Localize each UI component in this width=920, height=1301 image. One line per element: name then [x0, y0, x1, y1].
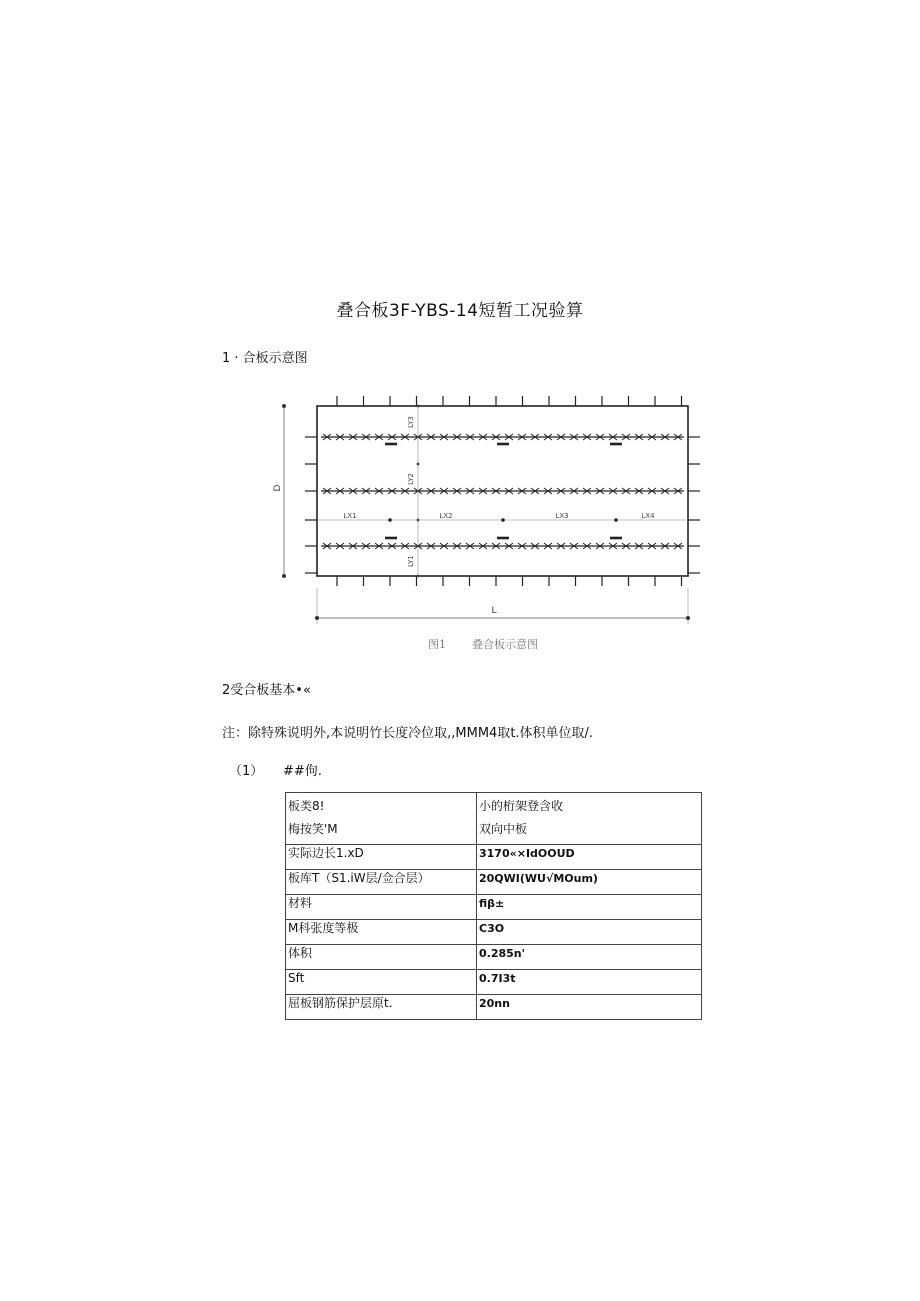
- figure-caption-number: 图1: [428, 638, 446, 651]
- table-row: [286, 895, 702, 920]
- table-row: [286, 845, 702, 870]
- slab-diagram: [270, 396, 710, 658]
- table-key-cell: 实际边长1.xD: [286, 845, 477, 870]
- section-1-heading: 1 · 合板示意图: [222, 351, 308, 366]
- dimension-end-point: [282, 404, 286, 408]
- figure-caption-text: 叠合板示意图: [472, 638, 538, 651]
- subsection-title: ##佝.: [283, 764, 322, 779]
- value-line: 小的桁架登含收: [479, 799, 564, 813]
- support-point: [501, 518, 505, 522]
- table-row: [286, 970, 702, 995]
- document-title: 叠合板3F-YBS-14短暂工况验算: [336, 301, 584, 321]
- table-key-cell: Sft: [286, 970, 477, 995]
- ly-dimension-point: [417, 519, 420, 522]
- table-row: [286, 870, 702, 895]
- table-value-cell: fiβ±: [477, 895, 702, 920]
- subsection-1: [229, 760, 322, 779]
- table-key-cell: [286, 793, 477, 845]
- table-key-cell: 材料: [286, 895, 477, 920]
- ly-label-2: LY2: [407, 473, 415, 485]
- lx-label-1: LX1: [343, 512, 357, 520]
- dimension-end-point: [315, 616, 319, 620]
- table-row: [286, 793, 702, 845]
- table-key-cell: 板库T（S1.iW层/佥合层）: [286, 870, 477, 895]
- table-value-cell: 3170«×IdOOUD: [477, 845, 702, 870]
- table-key-cell: 屈板钢筋保护层原t.: [286, 995, 477, 1020]
- lx-label-3: LX3: [555, 512, 569, 520]
- table-row: [286, 945, 702, 970]
- lx-label-2: LX2: [439, 512, 453, 520]
- section-2-heading: 2受合板基本•«: [222, 683, 311, 698]
- dim-label-L: L: [491, 606, 497, 616]
- table-value-cell: 0.7I3t: [477, 970, 702, 995]
- units-note: 注：除特殊说明外,本说明竹长度冷位取,,MMM4取t.体积单位取/.: [222, 726, 594, 741]
- diagram-drawing: [282, 396, 700, 624]
- table-row: [286, 995, 702, 1020]
- table-value-cell: C3O: [477, 920, 702, 945]
- support-point: [388, 518, 392, 522]
- subsection-number: （1）: [229, 764, 264, 779]
- ly-label-1: LY1: [407, 555, 415, 567]
- ly-dimension-point: [417, 575, 420, 578]
- slab-properties-table: [285, 792, 702, 1020]
- key-line: 板类8!: [288, 799, 325, 813]
- value-line: 双向中板: [479, 822, 528, 836]
- ly-label-3: LY3: [407, 416, 415, 428]
- ly-dimension-point: [417, 463, 420, 466]
- dimension-end-point: [282, 574, 286, 578]
- key-line: 梅按笑'M: [288, 822, 338, 836]
- table-value-cell: 20nn: [477, 995, 702, 1020]
- table-value-cell: 0.285n': [477, 945, 702, 970]
- dimension-end-point: [686, 616, 690, 620]
- table-value-cell: 20QWI(WU√MOum): [477, 870, 702, 895]
- support-point: [614, 518, 618, 522]
- dim-label-D: D: [273, 484, 283, 492]
- table-key-cell: M科张度等极: [286, 920, 477, 945]
- ly-dimension-point: [417, 405, 420, 408]
- lx-label-4: LX4: [641, 512, 655, 520]
- table-row: [286, 920, 702, 945]
- table-value-cell: [477, 793, 702, 845]
- table-key-cell: 体积: [286, 945, 477, 970]
